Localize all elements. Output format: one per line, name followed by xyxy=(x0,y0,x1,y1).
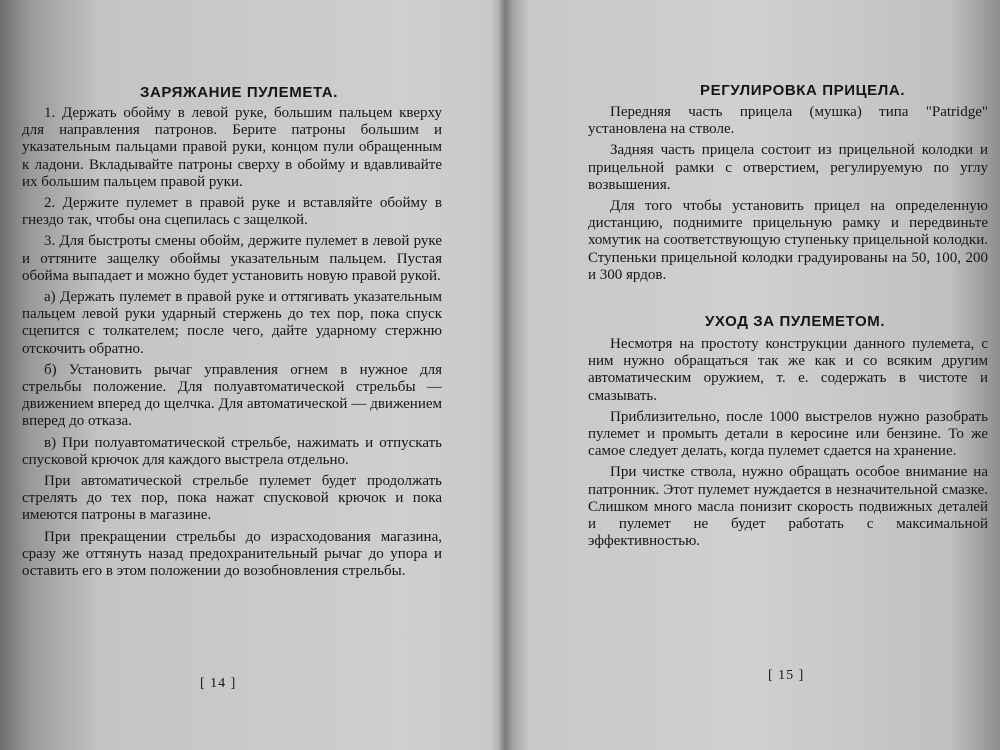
left-page-body xyxy=(22,105,442,584)
paragraph: б) Установить рычаг управления огнем в нужное для стрельбы положение. Для полуавтоматической стрельбы — движением вперед до щелчка. Для автоматической — движением вперед до отказа. xyxy=(22,361,442,430)
paragraph: При прекращении стрельбы до израсходования магазина, сразу же оттянуть назад предохранительный рычаг до упора и оставить его в этом положении до возобновления стрельбы. xyxy=(22,528,442,580)
paragraph: Приблизительно, после 1000 выстрелов нужно разобрать пулемет и промыть детали в керосине или бензине. То же самое следует делать, когда пулемет сдается на хранение. xyxy=(588,408,988,460)
paragraph: При чистке ствола, нужно обращать особое внимание на патронник. Этот пулемет нуждается в незначительной смазке. Слишком много масла понизит скорость подвижных деталей и пулемет не будет работать с максимальной эффективностью. xyxy=(588,464,988,550)
paragraph: 2. Держите пулемет в правой руке и вставляйте обойму в гнездо так, чтобы она сцепилась с защелкой. xyxy=(22,195,442,229)
paragraph: Несмотря на простоту конструкции данного пулемета, с ним нужно обращаться так же как и со всяким другим автоматическим оружием, т. е. содержать в чистоте и смазывать. xyxy=(588,336,988,404)
paragraph: в) При полуавтоматической стрельбе, нажимать и отпускать спусковой крючок для каждого выстрела отдельно. xyxy=(22,434,442,468)
section-title-sight: РЕГУЛИРОВКА ПРИЦЕЛА. xyxy=(700,82,906,99)
paragraph: 1. Держать обойму в левой руке, большим пальцем кверху для направления патронов. Берите патроны большим и указательным пальцами правой руки, концом пули обращенным к ладони. Вкладывайте патроны сверху в обойму и вдавливайте их большим пальцем правой руки. xyxy=(22,105,442,190)
paragraph: Задняя часть прицела состоит из прицельной колодки и прицельной рамки с отверстием, регулируемую по углу возвышения. xyxy=(588,142,988,193)
paragraph: 3. Для быстроты смены обойм, держите пулемет в левой руке и оттяните защелку обоймы указательным пальцем. Пустая обойма выпадает и можно будет установить новую правой рукой. xyxy=(22,233,442,284)
left-page-title: ЗАРЯЖАНИЕ ПУЛЕМЕТА. xyxy=(140,84,339,101)
paragraph: Для того чтобы установить прицел на определенную дистанцию, поднимите прицельную рамку и передвиньте хомутик на соответствующую ступеньку прицельной колодки. Ступеньки прицельной колодки градуированы на 50, 100, 200 и 300 ярдов. xyxy=(588,198,988,283)
page-number-left: [ 14 ] xyxy=(200,676,237,691)
paragraph: Передняя часть прицела (мушка) типа "Patridge" установлена на стволе. xyxy=(588,104,988,138)
section-title-care: УХОД ЗА ПУЛЕМЕТОМ. xyxy=(705,313,886,330)
paragraph: При автоматической стрельбе пулемет будет продолжать стрелять до тех пор, пока нажат спусковой крючок и пока имеются патроны в магазине. xyxy=(22,473,442,524)
section-body-care xyxy=(588,336,988,554)
right-page xyxy=(510,0,1000,750)
section-body-sight xyxy=(588,104,988,288)
paragraph: а) Держать пулемет в правой руке и оттягивать указательным пальцем левой руки ударный стержень до тех пор, пока спуск сцепится с толкателем; после чего, дайте ударному стержню отскочить обратно. xyxy=(22,289,442,357)
page-number-right: [ 15 ] xyxy=(768,668,805,683)
